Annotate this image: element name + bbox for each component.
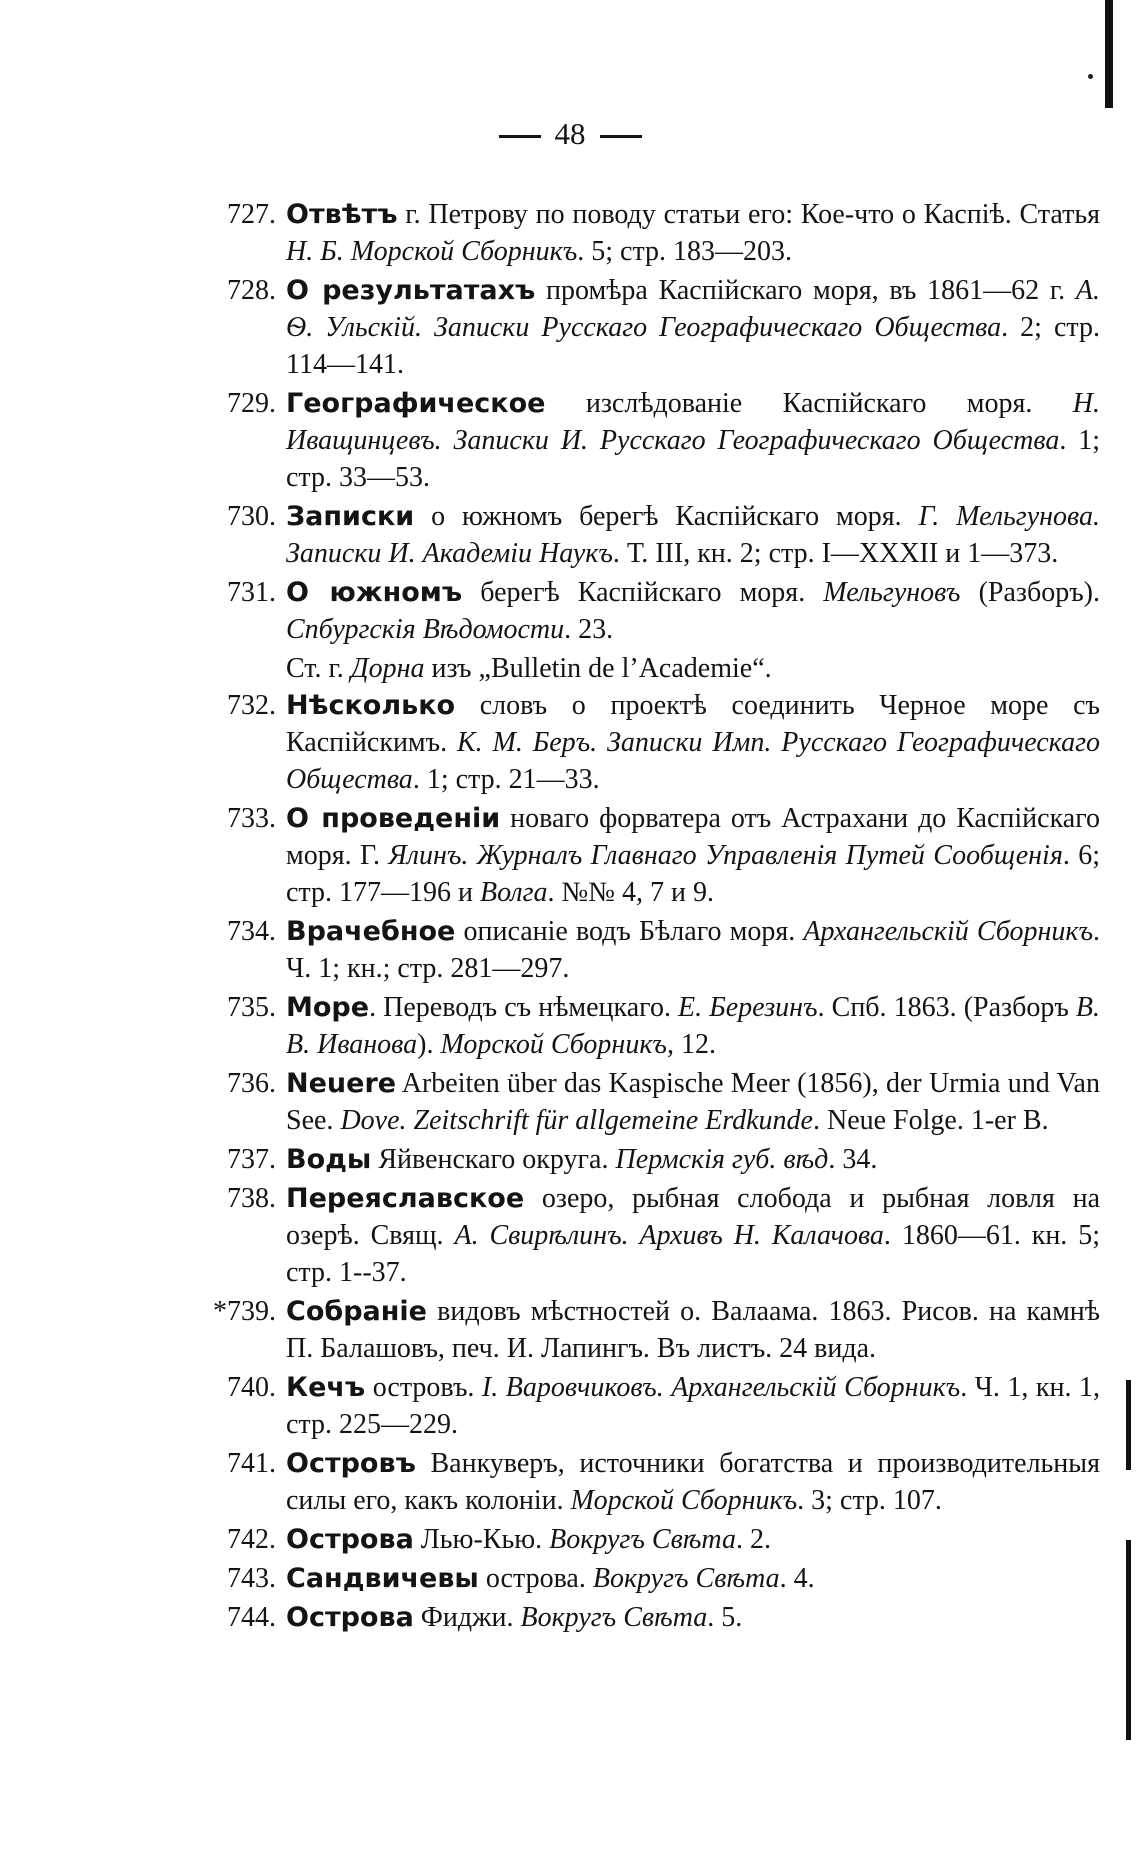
entry-text: изъ „Bulletin de l’Academie“.	[424, 653, 772, 684]
entry-text: изслѣдованіе Каспійскаго моря.	[545, 388, 1073, 419]
entry-heading: Нѣсколько	[286, 690, 456, 721]
entry-source: Морской Сборникъ	[440, 1029, 667, 1060]
bibliography-entry	[200, 989, 1100, 1063]
entry-text: Лью-Кью.	[413, 1524, 550, 1555]
entry-number: 733.	[227, 803, 276, 834]
bibliography-list	[200, 196, 1100, 1638]
entry-body	[286, 913, 1100, 987]
entry-source: Вокругъ Свѣта	[520, 1602, 708, 1633]
entry-text: Arbeiten über das Kaspische Meer (1856), der Urmia und Van See.	[286, 1068, 1100, 1136]
entry-body	[286, 272, 1100, 383]
entry-source: Морской Сборникъ	[570, 1485, 798, 1516]
entry-text: . Ч. 1, кн. 1, стр. 225—229.	[286, 1372, 1100, 1440]
entry-number: 736.	[227, 1068, 276, 1099]
bibliography-entry	[200, 913, 1100, 987]
entry-text: . Т. III, кн. 2; стр. I—XXXII и 1—373.	[612, 538, 1059, 569]
entry-text: новаго форватера отъ Астрахани до Каспійскаго моря. Г.	[286, 803, 1100, 871]
entry-body	[286, 687, 1100, 798]
entry-text: . 5; стр. 183—203.	[577, 236, 793, 267]
scan-edge-mark	[1126, 1540, 1131, 1740]
entry-number: 741.	[227, 1448, 276, 1479]
entry-body	[286, 498, 1100, 572]
entry-heading: Островъ	[286, 1448, 416, 1479]
entry-body	[286, 1521, 1100, 1558]
entry-number: *739.	[213, 1296, 276, 1327]
entry-number: 734.	[227, 916, 276, 947]
page-number-dash	[600, 135, 642, 138]
entry-body	[286, 1560, 1100, 1597]
entry-source: Дорна	[350, 653, 425, 684]
entry-heading: О результатахъ	[286, 275, 536, 306]
entry-body	[286, 1180, 1100, 1291]
entry-number: 742.	[227, 1524, 276, 1555]
page-number-line	[0, 116, 1140, 152]
entry-source: Е. Березинъ	[678, 992, 818, 1023]
entry-text: . 23.	[564, 614, 614, 645]
bibliography-entry	[200, 574, 1100, 648]
entry-text: (Разборъ).	[960, 577, 1101, 608]
bibliography-entry	[200, 1065, 1100, 1139]
bibliography-entry	[200, 1369, 1100, 1443]
entry-heading: Neuere	[286, 1068, 397, 1099]
entry-text: . №№ 4, 7 и 9.	[547, 877, 714, 908]
entry-body	[286, 1369, 1100, 1443]
entry-number: 738.	[227, 1183, 276, 1214]
entry-heading: Воды	[286, 1144, 372, 1175]
entry-source: А. Ѳ. Ульскій. Записки Русскаго Географическаго Общества	[286, 275, 1100, 343]
page-number: 48	[554, 116, 586, 151]
entry-text: Ванкуверъ, источники богатства и производительныя силы его, какъ колоніи.	[286, 1448, 1100, 1516]
entry-source: Вокругъ Свѣта	[549, 1524, 736, 1555]
bibliography-entry	[200, 1560, 1100, 1597]
entry-body	[286, 1293, 1100, 1367]
entry-body	[286, 385, 1100, 496]
entry-body	[286, 989, 1100, 1063]
entry-heading: Острова	[286, 1602, 414, 1633]
entry-heading: Врачебное	[286, 916, 456, 947]
entry-text: островъ.	[365, 1372, 482, 1403]
entry-heading: Записки	[286, 501, 415, 532]
entry-source: Волга	[480, 877, 548, 908]
scan-edge-bar	[1105, 0, 1113, 108]
entry-body	[286, 1065, 1100, 1139]
entry-text: . 1; стр. 33—53.	[286, 425, 1101, 493]
entry-text: озеро, рыбная слобода и рыбная ловля на озерѣ. Свящ.	[286, 1183, 1100, 1251]
entry-source: В. В. Иванова	[286, 992, 1100, 1060]
entry-body	[286, 1599, 1100, 1636]
entry-text: промѣра Каспійскаго моря, въ 1861—62 г.	[535, 275, 1076, 306]
entry-heading: Море	[286, 992, 370, 1023]
entry-number: 737.	[227, 1144, 276, 1175]
entry-heading: Кечъ	[286, 1372, 366, 1403]
entry-number: 735.	[227, 992, 276, 1023]
entry-text: острова.	[478, 1563, 593, 1594]
entry-text: . 2.	[735, 1524, 771, 1555]
entry-text: берегѣ Каспійскаго моря.	[462, 577, 824, 608]
entry-source: Спбургскія Вѣдомости	[286, 614, 565, 645]
bibliography-entry	[200, 1445, 1100, 1519]
bibliography-entry	[200, 196, 1100, 270]
bibliography-entry	[200, 1293, 1100, 1367]
entry-heading: Острова	[286, 1524, 414, 1555]
entry-text: . 4.	[779, 1563, 815, 1594]
entry-text: , 12.	[666, 1029, 716, 1060]
entry-source: Н. Иващинцевъ. Записки И. Русскаго Географическаго Общества	[286, 388, 1100, 456]
entry-body	[286, 1141, 1100, 1178]
entry-heading: Отвѣтъ	[286, 199, 398, 230]
entry-source: І. Варовчиковъ. Архангельскій Сборникъ	[481, 1372, 961, 1403]
entry-source: Н. Б. Морской Сборникъ	[286, 236, 578, 267]
entry-number: 740.	[227, 1372, 276, 1403]
entry-heading: Сандвичевы	[286, 1563, 479, 1594]
entry-number: 744.	[227, 1602, 276, 1633]
entry-heading: О проведеніи	[286, 803, 501, 834]
entry-text: Ст. г.	[286, 653, 351, 684]
entry-number: 730.	[227, 501, 276, 532]
entry-text: словъ о проектѣ соединить Черное море съ Каспійскимъ.	[286, 690, 1100, 758]
entry-source: Архангельскій Сборникъ	[803, 916, 1093, 947]
entry-source: Мельгуновъ	[823, 577, 961, 608]
entry-text: видовъ мѣстностей о. Валаама. 1863. Рисов. на камнѣ П. Балашовъ, печ. И. Лапингъ. Въ листъ. 24 вида.	[286, 1296, 1100, 1364]
page-number-dash	[499, 135, 541, 138]
entry-heading: Переяславское	[286, 1183, 525, 1214]
entry-source: Dove. Zeitschrift für allgemeine Erdkunde	[340, 1105, 813, 1136]
entry-heading: Географическое	[286, 388, 546, 419]
entry-text: . 2; стр. 114—141.	[286, 312, 1100, 380]
scan-edge-mark	[1126, 1380, 1131, 1470]
entry-number: 743.	[227, 1563, 276, 1594]
entry-heading: О южномъ	[286, 577, 463, 608]
entry-source: Вокругъ Свѣта	[592, 1563, 780, 1594]
entry-text: . 34.	[828, 1144, 878, 1175]
bibliography-entry	[200, 687, 1100, 798]
bibliography-entry	[200, 1521, 1100, 1558]
entry-subnote	[200, 650, 1100, 687]
entry-text: . 3; стр. 107.	[797, 1485, 942, 1516]
entry-text: Яйвенскаго округа.	[371, 1144, 616, 1175]
entry-number: 731.	[227, 577, 276, 608]
bibliography-entry	[200, 1180, 1100, 1291]
entry-number: 729.	[227, 388, 276, 419]
bibliography-entry	[200, 385, 1100, 496]
bibliography-entry	[200, 498, 1100, 572]
bibliography-entry	[200, 1599, 1100, 1636]
entry-source: К. М. Беръ. Записки Имп. Русскаго Географическаго Общества	[286, 727, 1100, 795]
entry-body	[286, 196, 1100, 270]
entry-text: . Переводъ съ нѣмецкаго.	[369, 992, 679, 1023]
entry-text: . 6; стр. 177—196 и	[286, 840, 1100, 908]
entry-body	[286, 1445, 1100, 1519]
entry-text: . 1860—61. кн. 5; стр. 1--37.	[286, 1220, 1100, 1288]
entry-source: Г. Мельгунова. Записки И. Академіи Наукъ	[286, 501, 1101, 569]
entry-number: 732.	[227, 690, 276, 721]
entry-source: Пермскія губ. вѣд	[615, 1144, 829, 1175]
entry-text: Фиджи.	[413, 1602, 521, 1633]
entry-source: А. Свирѣлинъ. Архивъ Н. Калачова	[454, 1220, 884, 1251]
entry-text: о южномъ берегѣ Каспійскаго моря.	[414, 501, 919, 532]
entry-text: . Спб. 1863. (Разборъ	[817, 992, 1076, 1023]
entry-text: . 5.	[707, 1602, 743, 1633]
bibliography-entry	[200, 1141, 1100, 1178]
entry-text: ).	[417, 1029, 441, 1060]
scan-speck	[1088, 74, 1093, 79]
entry-text: . Neue Folge. 1-er B.	[812, 1105, 1049, 1136]
entry-body	[286, 800, 1100, 911]
entry-text: г. Петрову по поводу статьи его: Кое-что о Каспіѣ. Статья	[397, 199, 1100, 230]
entry-source: Ялинъ. Журналъ Главнаго Управленія Путей Сообщенія	[388, 840, 1063, 871]
bibliography-entry	[200, 272, 1100, 383]
entry-text: . Ч. 1; кн.; стр. 281—297.	[286, 916, 1100, 984]
entry-number: 727.	[227, 199, 276, 230]
entry-heading: Собраніе	[286, 1296, 427, 1327]
entry-body	[286, 574, 1100, 648]
bibliography-entry	[200, 800, 1100, 911]
entry-text: описаніе водъ Бѣлаго моря.	[455, 916, 804, 947]
entry-number: 728.	[227, 275, 276, 306]
entry-text: . 1; стр. 21—33.	[412, 764, 600, 795]
